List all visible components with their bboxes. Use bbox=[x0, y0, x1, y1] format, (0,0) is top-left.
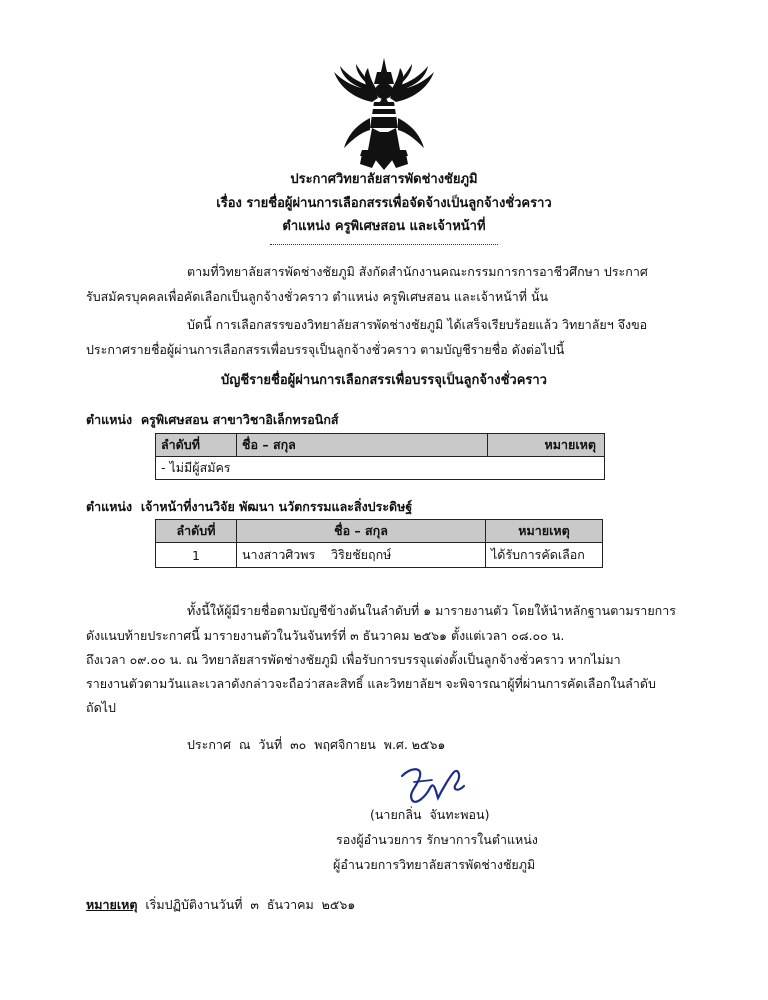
col-header-name: ชื่อ – สกุล bbox=[237, 520, 486, 543]
signer-title-1: รองผู้อำนวยการ รักษาการในตำแหน่ง bbox=[336, 832, 538, 847]
paragraph-2-line-2: ประกาศรายชื่อผู้ผ่านการเลือกสรรเพื่อบรรจุเป็นลูกจ้างชั่วคราว ตามบัญชีรายชื่อ ดังต่อไปนี้ bbox=[86, 342, 565, 357]
table-row bbox=[156, 543, 603, 568]
row-no: 1 bbox=[156, 543, 237, 568]
section-1-heading bbox=[86, 410, 339, 429]
row-name: นางสาวศิวพร วิริยชัยฤกษ์ bbox=[237, 543, 486, 568]
paragraph-3-line-2: ดังแนบท้ายประกาศนี้ มารายงานตัวในวันจันทร์ที่ ๓ ธันวาคม ๒๕๖๑ ตั้งแต่เวลา ๐๘.๐๐ น. bbox=[86, 628, 565, 643]
section-2-label: ตำแหน่ง bbox=[86, 499, 133, 514]
paragraph-2-line-1: บัดนี้ การเลือกสรรของวิทยาลัยสารพัดช่างชัยภูมิ ได้เสร็จเรียบร้อยแล้ว วิทยาลัยฯ จึงขอ bbox=[187, 317, 648, 332]
paragraph-1-line-2: รับสมัครบุคคลเพื่อคัดเลือกเป็นลูกจ้างชั่วคราว ตำแหน่ง ครูพิเศษสอน และเจ้าหน้าที่ นั้น bbox=[86, 289, 549, 304]
paragraph-3-line-3: ถึงเวลา ๐๙.๐๐ น. ณ วิทยาลัยสารพัดช่างชัยภูมิ เพื่อรับการบรรจุแต่งตั้งเป็นลูกจ้างชั่วคราว หากไม่มา bbox=[86, 652, 621, 667]
signer-name: (นายกลิ่น จันทะพอน) bbox=[370, 807, 490, 822]
announcement-position-line: ตำแหน่ง ครูพิเศษสอน และเจ้าหน้าที่ bbox=[282, 219, 486, 234]
remark-label: หมายเหตุ bbox=[86, 897, 138, 912]
remark-text: เริ่มปฏิบัติงานวันที่ ๓ ธันวาคม ๒๕๖๑ bbox=[145, 897, 356, 912]
col-header-note: หมายเหตุ bbox=[488, 434, 605, 457]
garuda-emblem-icon bbox=[332, 58, 436, 176]
col-header-name: ชื่อ – สกุล bbox=[237, 434, 488, 457]
announcement-date: ประกาศ ณ วันที่ ๓๐ พฤศจิกายน พ.ศ. ๒๕๖๑ bbox=[187, 737, 446, 752]
section-1-label: ตำแหน่ง bbox=[86, 412, 133, 427]
paragraph-3-line-5: ถัดไป bbox=[86, 700, 116, 715]
remark bbox=[86, 895, 355, 914]
signer-title-2: ผู้อำนวยการวิทยาลัยสารพัดช่างชัยภูมิ bbox=[333, 857, 536, 872]
section-2-heading bbox=[86, 497, 412, 516]
signature-image bbox=[392, 762, 472, 810]
announcement-heading: ประกาศวิทยาลัยสารพัดช่างชัยภูมิ bbox=[290, 172, 478, 187]
list-title: บัญชีรายชื่อผู้ผ่านการเลือกสรรเพื่อบรรจุเป็นลูกจ้างชั่วคราว bbox=[221, 373, 547, 388]
paragraph-1-line-1: ตามที่วิทยาลัยสารพัดช่างชัยภูมิ สังกัดสำนักงานคณะกรรมการการอาชีวศึกษา ประกาศ bbox=[187, 264, 648, 279]
paragraph-3-line-1: ทั้งนี้ให้ผู้มีรายชื่อตามบัญชีข้างต้นในลำดับที่ ๑ มารายงานตัว โดยให้นำหลักฐานตามรายการ bbox=[187, 603, 676, 618]
section-1-table bbox=[155, 433, 605, 480]
section-1-position: ครูพิเศษสอน สาขาวิชาอิเล็กทรอนิกส์ bbox=[140, 412, 339, 427]
header-separator bbox=[270, 244, 498, 245]
row-note: ได้รับการคัดเลือก bbox=[486, 543, 603, 568]
section-2-table bbox=[155, 519, 603, 568]
announcement-subject: เรื่อง รายชื่อผู้ผ่านการเลือกสรรเพื่อจัดจ้างเป็นลูกจ้างชั่วคราว bbox=[216, 196, 552, 211]
col-header-note: หมายเหตุ bbox=[486, 520, 603, 543]
paragraph-3-line-4: รายงานตัวตามวันและเวลาดังกล่าวจะถือว่าสละสิทธิ์ และวิทยาลัยฯ จะพิจารณาผู้ที่ผ่านการคัดเลือกในลำดับ bbox=[86, 676, 656, 691]
col-header-no: ลำดับที่ bbox=[156, 434, 237, 457]
section-2-position: เจ้าหน้าที่งานวิจัย พัฒนา นวัตกรรมและสิ่งประดิษฐ์ bbox=[140, 499, 413, 514]
table-empty-row: - ไม่มีผู้สมัคร bbox=[156, 457, 605, 480]
col-header-no: ลำดับที่ bbox=[156, 520, 237, 543]
